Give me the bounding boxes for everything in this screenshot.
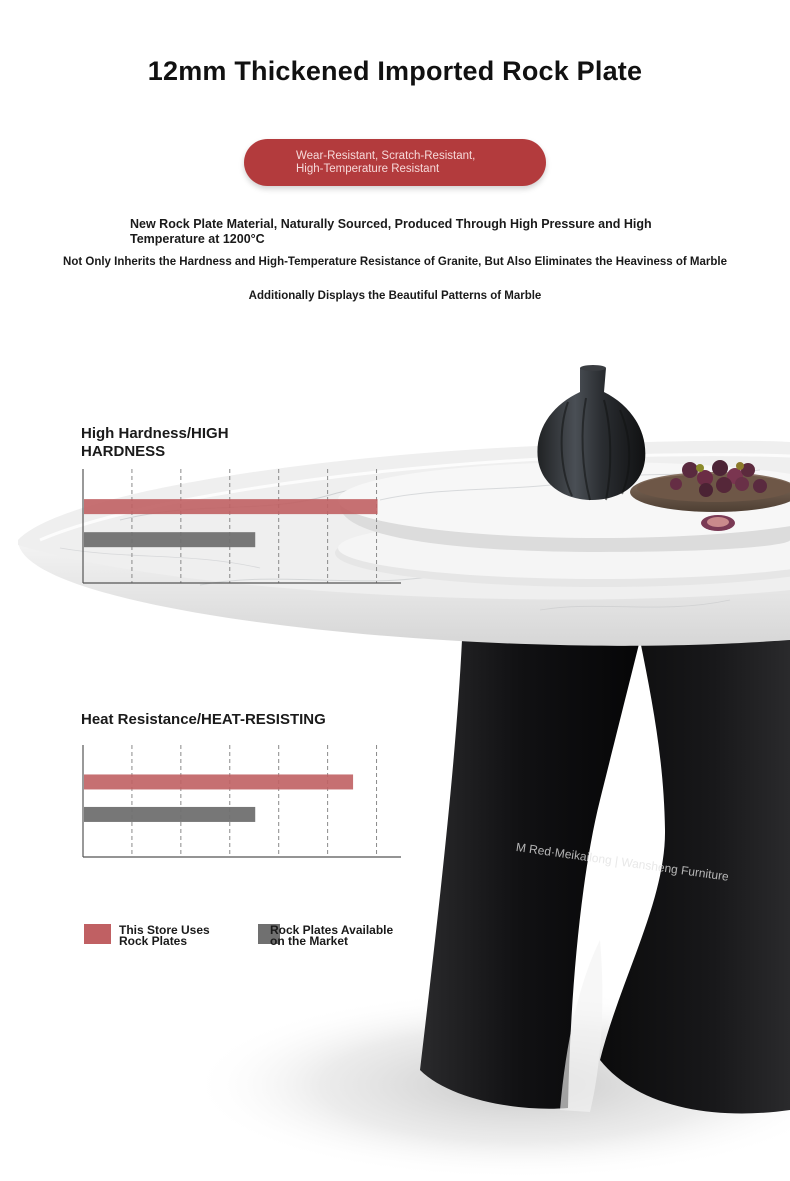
description-line-2: Not Only Inherits the Hardness and High-Temperature Resistance of Granite, But Also Eliminates the Heaviness of Marble [63,256,727,268]
legend-label-store-line1: This Store Uses [119,923,210,937]
description-line-1: New Rock Plate Material, Naturally Sourced, Produced Through High Pressure and High Temperature at 1200°C [130,217,652,246]
legend-label-market-line2: on the Market [270,934,349,948]
legend-label-market-line1: Rock Plates Available [270,923,394,937]
heat-chart-title: Heat Resistance/HEAT-RESISTING [81,711,326,728]
feature-badge-line1: Wear-Resistant, Scratch-Resistant, [296,150,476,162]
legend-label-store [119,925,259,947]
legend-swatch-store [84,924,111,944]
bar-market-rock-plate [84,807,255,822]
bar-store-rock-plate [84,774,353,789]
legend-label-market [270,925,410,947]
page-title: 12mm Thickened Imported Rock Plate [147,56,643,86]
hardness-chart-title: High Hardness/HIGH HARDNESS [81,425,229,460]
description-line-3: Additionally Displays the Beautiful Patterns of Marble [248,290,542,302]
legend-label-store-line2: Rock Plates [119,934,188,948]
feature-badge-line2: High-Temperature Resistant [296,163,440,175]
brand-watermark: M Red·Meikailong | Wansheng Furniture [515,840,730,884]
